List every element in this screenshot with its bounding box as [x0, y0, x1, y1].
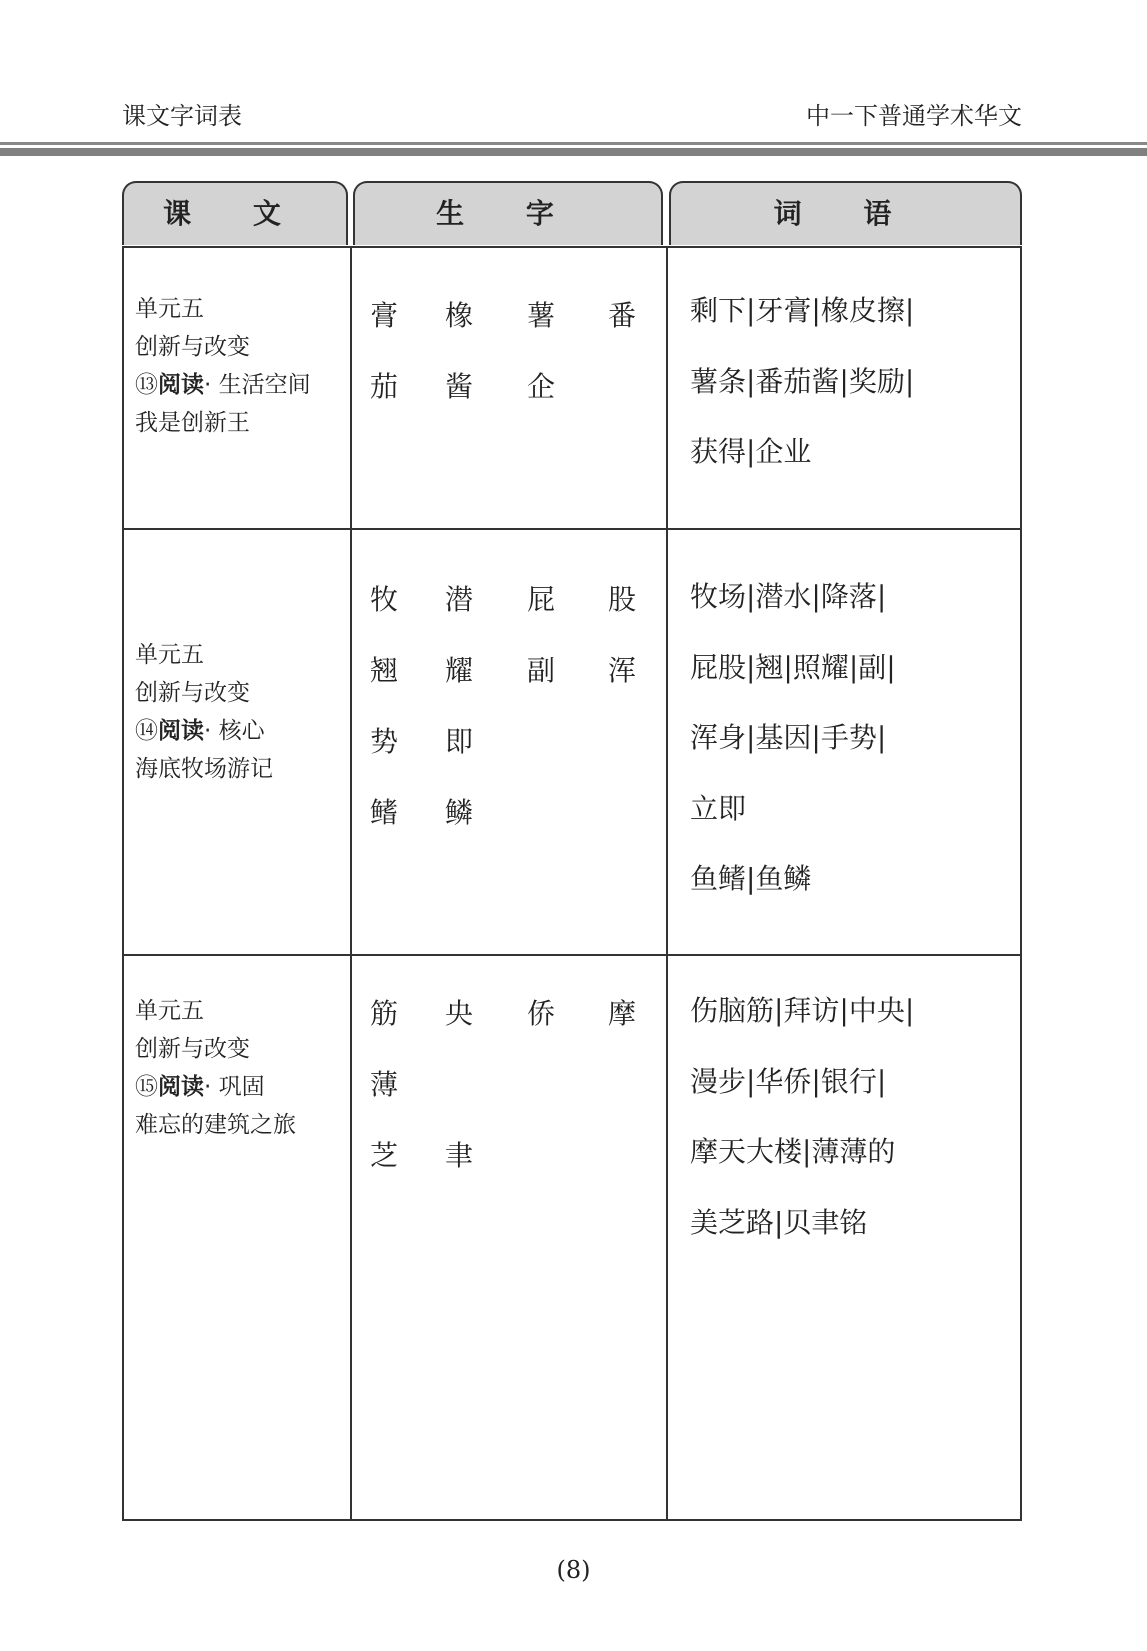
lesson-type-line: [135, 1068, 296, 1106]
word-line: 剩下|牙膏|橡皮擦|: [690, 294, 915, 327]
column-header-lesson: 课 文: [122, 181, 348, 245]
new-char: 芝: [370, 1139, 399, 1172]
column-header-words: 词 语: [669, 181, 1022, 245]
lesson-type-line: [135, 366, 311, 404]
lesson-number: ⑭: [135, 718, 158, 744]
lesson-tag: · 巩固: [204, 1074, 265, 1100]
word-line: 摩天大楼|薄薄的: [690, 1135, 896, 1168]
word-line: 鱼鳍|鱼鳞: [690, 862, 812, 895]
word-line: 屁股|翘|照耀|副|: [690, 650, 896, 684]
new-char: 薄: [370, 1068, 399, 1101]
unit-label: 单元五: [135, 296, 204, 322]
new-char: 屁: [527, 583, 556, 616]
words-cell: [690, 976, 914, 1258]
new-char: 企: [527, 370, 556, 403]
new-char: 即: [445, 725, 474, 758]
lesson-title: 难忘的建筑之旅: [135, 1112, 296, 1138]
column-header-new-chars: 生 字: [353, 181, 663, 245]
word-line: 牧场|潜水|降落|: [690, 580, 887, 613]
theme-label: 创新与改变: [135, 680, 250, 706]
theme-label: 创新与改变: [135, 334, 250, 360]
lesson-cell: [135, 636, 273, 788]
unit-label: 单元五: [135, 998, 204, 1024]
word-line: 获得|企业: [690, 435, 812, 468]
lesson-tag: · 核心: [204, 718, 265, 744]
new-char: 摩: [608, 997, 637, 1030]
new-char: 鳍: [370, 796, 399, 829]
new-char: 筋: [370, 997, 399, 1030]
new-char: 鳞: [445, 796, 474, 829]
divider: [666, 246, 668, 1521]
divider: [122, 954, 1022, 956]
word-line: 立即: [690, 791, 747, 825]
unit-label: 单元五: [135, 642, 204, 668]
new-char: 副: [527, 654, 556, 687]
lesson-cell: [135, 992, 296, 1144]
word-line: 浑身|基因|手势|: [690, 721, 887, 754]
lesson-title: 海底牧场游记: [135, 756, 273, 782]
new-char: 番: [608, 299, 637, 332]
lesson-type: 阅读: [158, 1074, 204, 1100]
new-char: 潜: [445, 583, 474, 616]
divider: [350, 246, 352, 1521]
new-char: 央: [445, 997, 474, 1030]
header-rule-thick: [0, 148, 1147, 156]
lesson-title: 我是创新王: [135, 410, 250, 436]
new-char: 茄: [370, 370, 399, 403]
divider: [122, 528, 1022, 530]
page-number: (8): [556, 1556, 591, 1584]
lesson-tag: · 生活空间: [204, 372, 311, 398]
new-char: 酱: [445, 370, 474, 403]
lesson-type: 阅读: [158, 372, 204, 398]
header-right-title: 中一下普通学术华文: [806, 102, 1022, 130]
word-line: 伤脑筋|拜访|中央|: [690, 994, 915, 1027]
words-cell: [690, 276, 914, 488]
new-char: 股: [608, 583, 637, 616]
new-char: 膏: [370, 299, 399, 332]
theme-label: 创新与改变: [135, 1036, 250, 1062]
word-line: 漫步|华侨|银行|: [690, 1064, 887, 1098]
new-char: 势: [370, 725, 399, 758]
lesson-cell: [135, 290, 311, 442]
word-line: 薯条|番茄酱|奖励|: [690, 364, 915, 398]
word-line: 美芝路|贝聿铭: [690, 1205, 868, 1239]
lesson-number: ⑬: [135, 372, 158, 398]
new-char: 翘: [370, 654, 399, 687]
lesson-type-line: [135, 712, 273, 750]
new-char: 侨: [527, 997, 556, 1030]
lesson-type: 阅读: [158, 718, 204, 744]
new-char: 橡: [445, 299, 474, 332]
words-cell: [690, 562, 896, 915]
new-char: 耀: [445, 654, 474, 687]
new-char: 浑: [608, 654, 637, 687]
lesson-number: ⑮: [135, 1074, 158, 1100]
new-char: 牧: [370, 583, 399, 616]
header-left-title: 课文字词表: [122, 102, 242, 130]
new-char: 薯: [527, 299, 556, 332]
new-char: 聿: [445, 1139, 474, 1172]
header-rule: [0, 142, 1147, 145]
